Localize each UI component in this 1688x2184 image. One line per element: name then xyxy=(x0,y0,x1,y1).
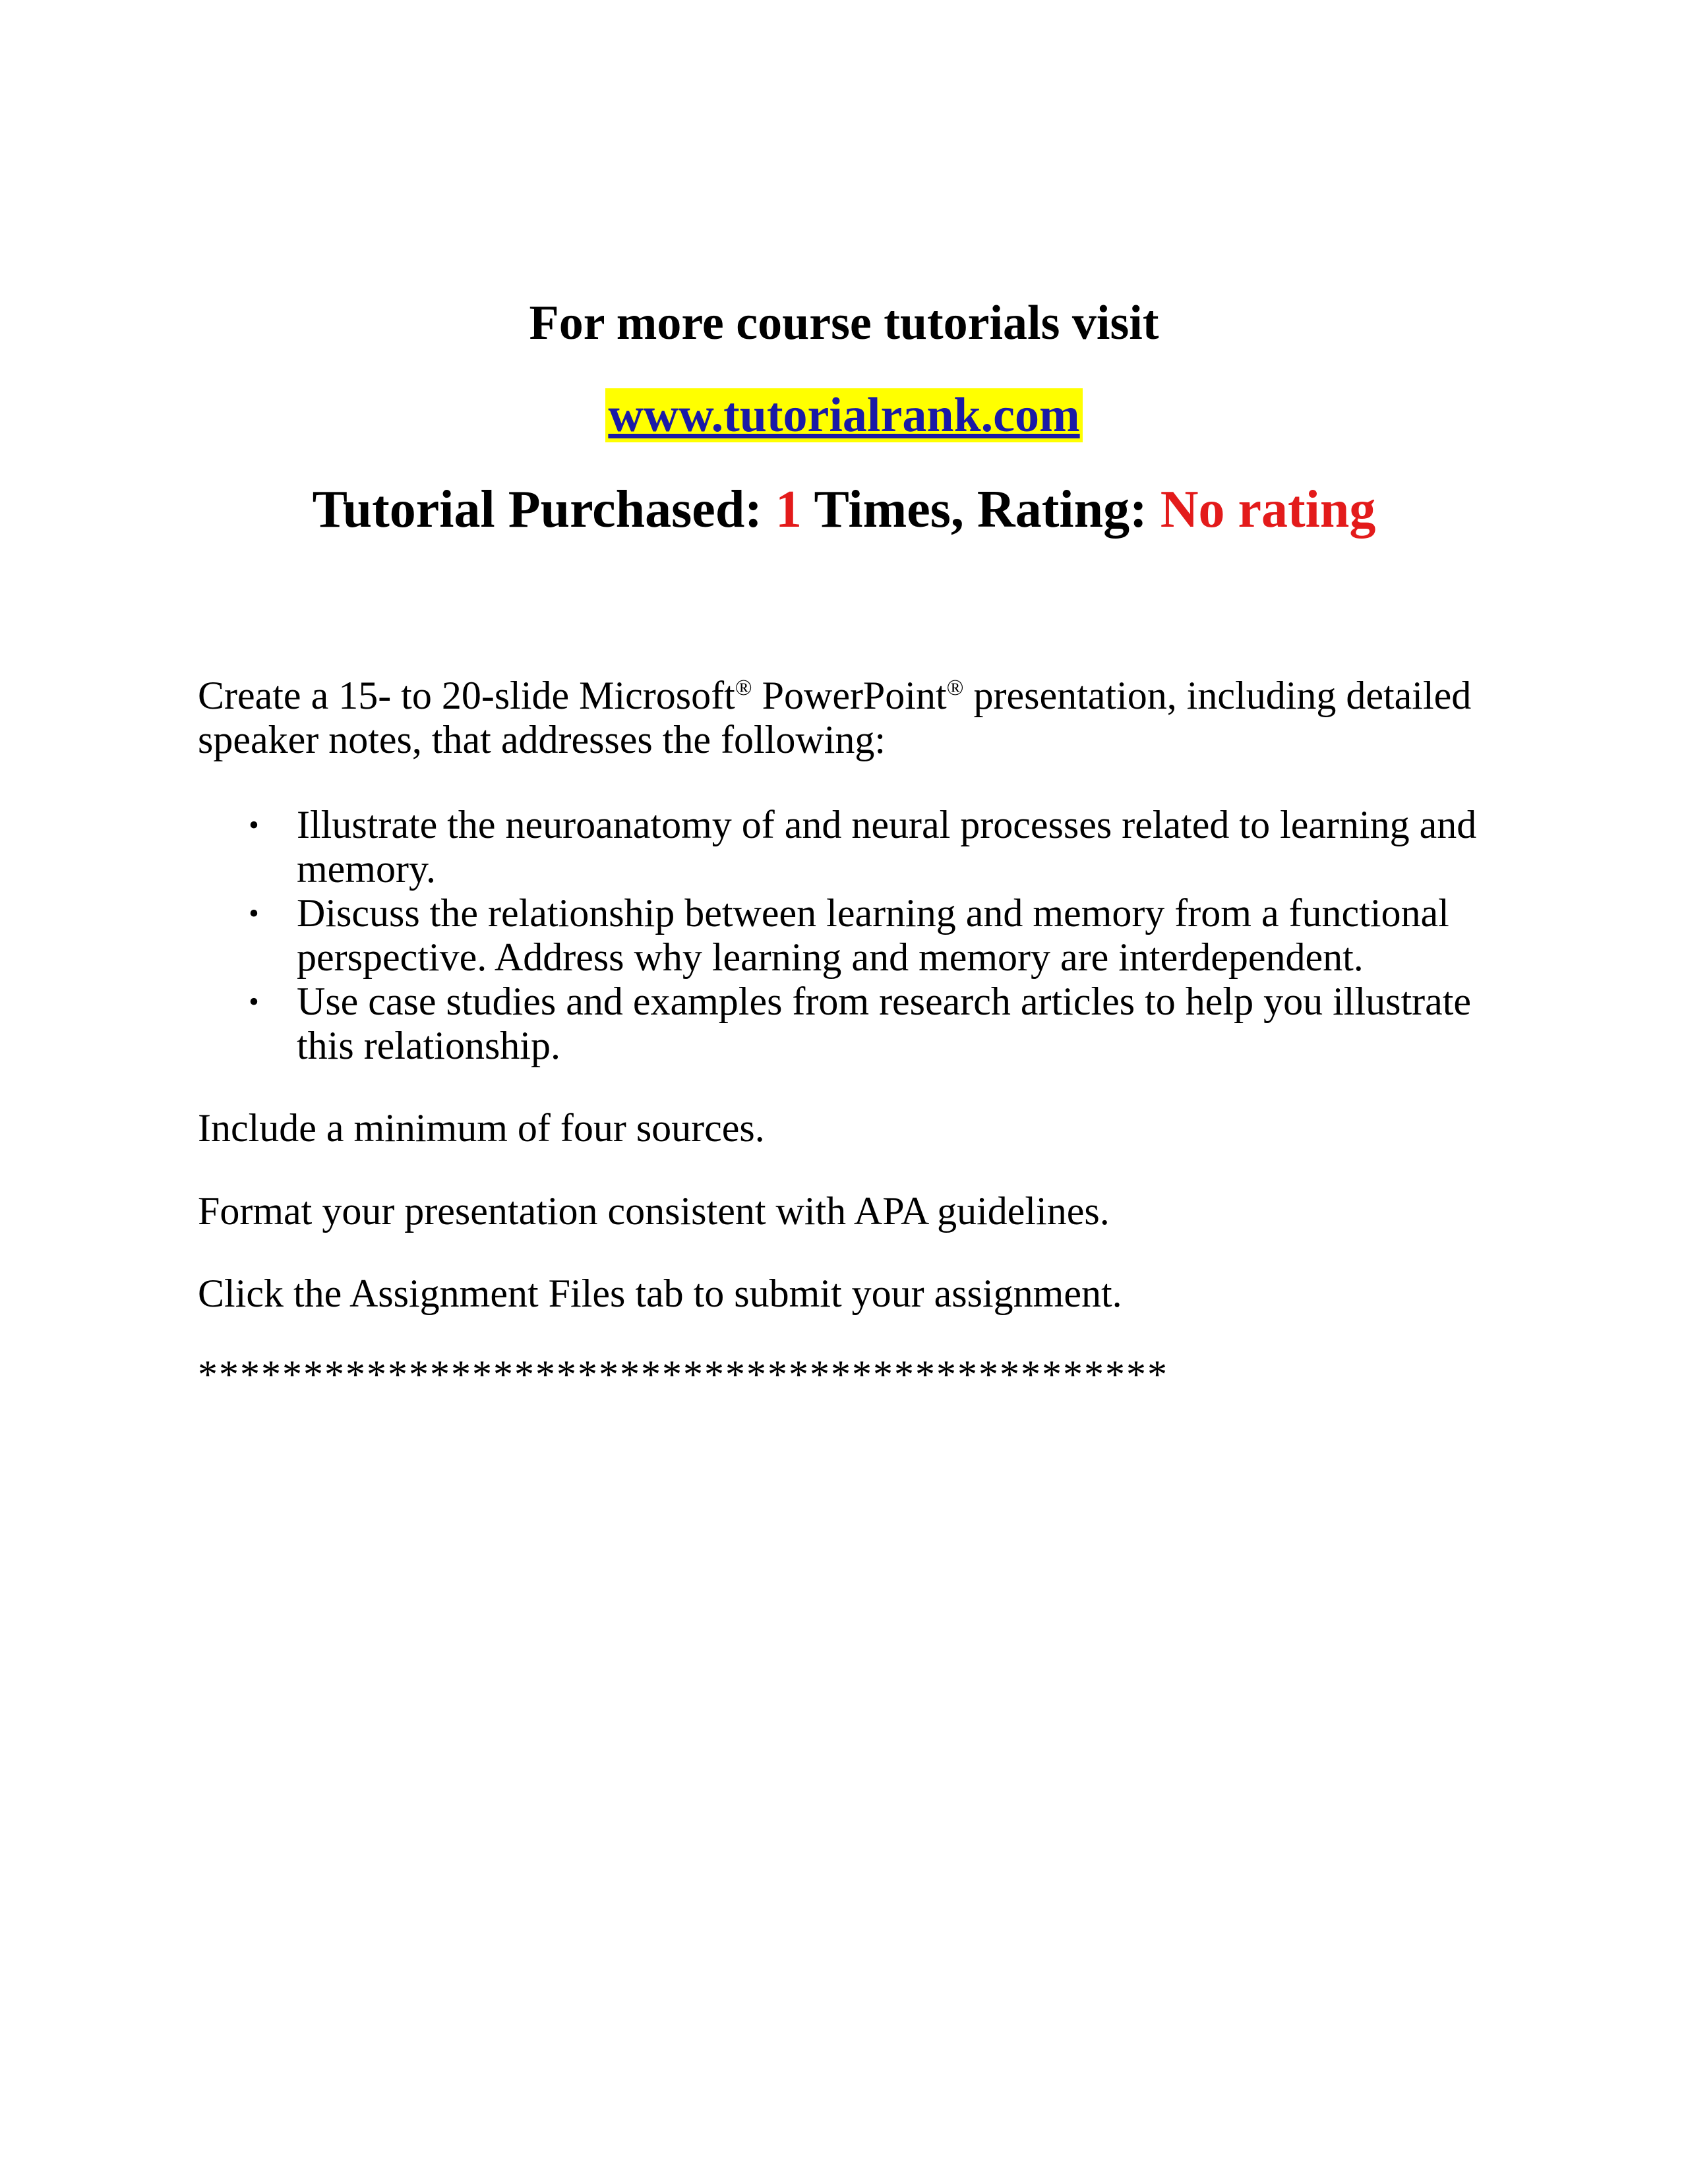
tutorialrank-link[interactable]: www.tutorialrank.com xyxy=(605,388,1082,442)
bullet-icon: • xyxy=(249,986,259,1018)
intro-text-2: PowerPoint xyxy=(752,674,947,717)
promo-url-line xyxy=(0,382,1688,448)
rating-value: No rating xyxy=(1160,481,1376,539)
list-item-text: Illustrate the neuroanatomy of and neural processes related to learning and memory. xyxy=(297,803,1477,891)
promo-heading: For more course tutorials visit xyxy=(529,296,1159,350)
sources-requirement: Include a minimum of four sources. xyxy=(198,1106,765,1150)
list-item xyxy=(198,980,1490,1068)
list-item-text: Discuss the relationship between learning and memory from a functional perspective. Address why learning and memory are interdependent. xyxy=(297,891,1449,979)
intro-text-3: presentation, including detailed speaker notes, that addresses the following: xyxy=(198,674,1472,761)
format-requirement: Format your presentation consistent with APA guidelines. xyxy=(198,1189,1110,1233)
intro-text-1: Create a 15- to 20-slide Microsoft xyxy=(198,674,735,717)
times-rating-label: Times, Rating: xyxy=(801,481,1160,539)
purchased-count: 1 xyxy=(775,481,802,539)
submission-instruction: Click the Assignment Files tab to submit your assignment. xyxy=(198,1272,1122,1315)
assignment-intro xyxy=(198,674,1490,762)
list-item-text: Use case studies and examples from research articles to help you illustrate this relationship. xyxy=(297,980,1472,1067)
registered-mark: ® xyxy=(735,676,752,700)
bullet-icon: • xyxy=(249,809,259,841)
list-item xyxy=(198,803,1490,891)
purchase-rating-line xyxy=(0,473,1688,546)
registered-mark: ® xyxy=(946,676,964,700)
purchased-label: Tutorial Purchased: xyxy=(312,481,775,539)
requirements-list xyxy=(198,803,1490,1068)
bullet-icon: • xyxy=(249,897,259,930)
separator-line: ********************************************** xyxy=(198,1353,1168,1396)
list-item xyxy=(198,891,1490,980)
